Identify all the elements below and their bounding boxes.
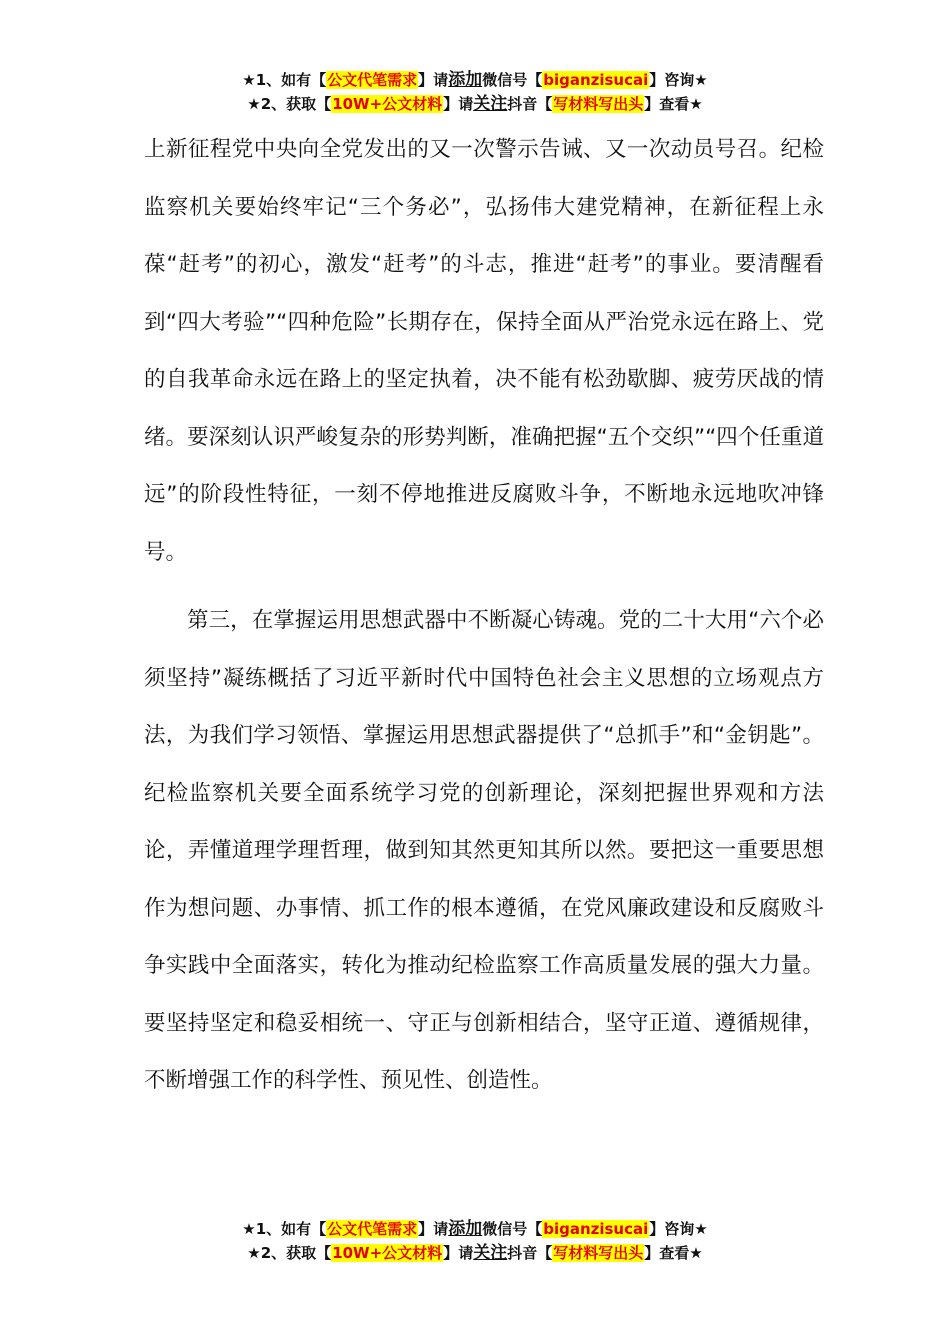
banner-text: 】请 [443,1244,474,1262]
highlight-wechat-id: biganzisucai [543,71,649,89]
banner-text: 抖音【 [507,1244,553,1262]
banner-text: ★1、如有【 [242,1220,327,1238]
header-banner [0,68,950,116]
banner-text: 】咨询★ [649,71,708,89]
paragraph-third-point: 第三，在掌握运用思想武器中不断凝心铸魂。党的二十大用“六个必须坚持”凝练概括了习近平新时代中国特色社会主义思想的立场观点方法，为我们学习领悟、掌握运用思想武器提供了“总抓手”和“金钥匙”。纪检监察机关要全面系统学习党的创新理论，深刻把握世界观和方法论，弄懂道理学理哲理，做到知其然更知其所以然。要把这一重要思想作为想问题、办事情、抓工作的根本遵循，在党风廉政建设和反腐败斗争实践中全面落实，转化为推动纪检监察工作高质量发展的强大力量。要坚持坚定和稳妥相统一、守正与创新相结合，坚守正道、遵循规律，不断增强工作的科学性、预见性、创造性。 [144,608,824,1093]
banner-line-1 [0,1217,950,1241]
banner-text: ★2、获取【 [247,95,332,113]
highlight-materials: 10W+公文材料 [332,95,443,113]
highlight-materials: 10W+公文材料 [332,1244,443,1262]
banner-text: 】请 [418,71,449,89]
banner-text: ★2、获取【 [247,1244,332,1262]
footer-banner [0,1217,950,1265]
underlined-follow: 关注 [473,1243,508,1263]
banner-line-2 [0,1241,950,1265]
underlined-add: 添加 [448,1219,483,1239]
highlight-service: 公文代笔需求 [327,71,418,89]
highlight-douyin-id: 写材料写出头 [553,95,644,113]
banner-text: 】查看★ [644,95,703,113]
document-body [144,121,824,1110]
paragraph-continued: 上新征程党中央向全党发出的又一次警示告诫、又一次动员号召。纪检监察机关要始终牢记“三个务必”，弘扬伟大建党精神，在新征程上永葆“赶考”的初心，激发“赶考”的斗志，推进“赶考”的事业。要清醒看到“四大考验”“四种危险”长期存在，保持全面从严治党永远在路上、党的自我革命永远在路上的坚定执着，决不能有松劲歇脚、疲劳厌战的情绪。要深刻认识严峻复杂的形势判断，准确把握“五个交织”“四个任重道远”的阶段性特征，一刻不停地推进反腐败斗争，不断地永远地吹冲锋号。 [144,137,824,565]
banner-text: 微信号【 [482,1220,543,1238]
banner-text: ★1、如有【 [242,71,327,89]
banner-text: 】咨询★ [649,1220,708,1238]
highlight-douyin-id: 写材料写出头 [553,1244,644,1262]
highlight-service: 公文代笔需求 [327,1220,418,1238]
banner-line-1 [0,68,950,92]
banner-text: 】请 [443,95,474,113]
banner-text: 】请 [418,1220,449,1238]
underlined-add: 添加 [448,70,483,90]
highlight-wechat-id: biganzisucai [543,1220,649,1238]
banner-text: 】查看★ [644,1244,703,1262]
banner-text: 抖音【 [507,95,553,113]
underlined-follow: 关注 [473,94,508,114]
banner-line-2 [0,92,950,116]
banner-text: 微信号【 [482,71,543,89]
